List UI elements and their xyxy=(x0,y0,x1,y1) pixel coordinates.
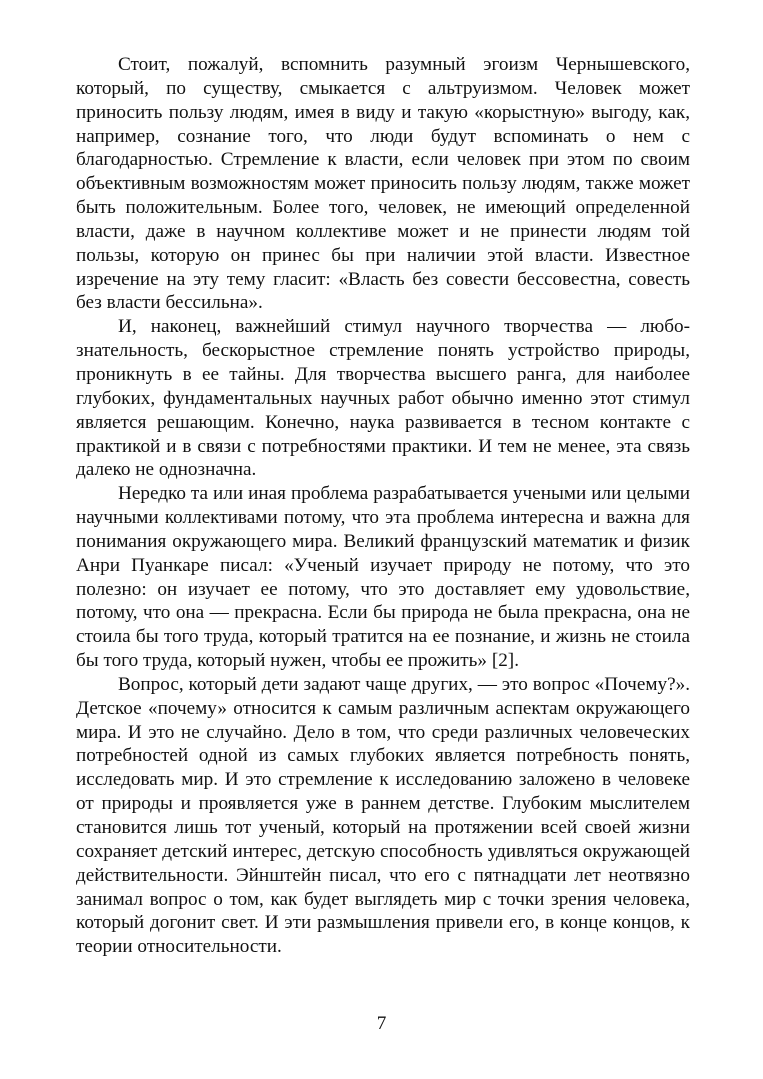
page-number: 7 xyxy=(376,1013,387,1034)
paragraph-3: Нередко та или иная проблема разрабатывается учеными или целыми научными коллективами потому, что эта проблема интересна и важна для понимания окружающего мира. Великий французский математик и физик Анри Пуанкаре писал: «Ученый изучает природу не потому, что это полезно: он изучает ее потому, что это доставляет ему удовольствие, потому, что она — прекрасна. Если бы природа не была прекрасна, она не стоила бы того труда, который тратится на ее познание, и жизнь не стоила бы того труда, который нужен, чтобы ее прожить» [2]. xyxy=(76,483,690,672)
body-text xyxy=(76,53,690,959)
paragraph-2: И, наконец, важнейший стимул научного творчества — любознательность, бескорыстное стремление понять устройство природы, проникнуть в ее тайны. Для творчества высшего ранга, для наиболее глубоких, фундаментальных научных работ обычно именно этот стимул является решающим. Конечно, наука развивается в тесном контакте с практикой и в связи с потребностями практики. И тем не менее, эта связь далеко не однозначна. xyxy=(76,316,690,481)
paragraph-1: Стоит, пожалуй, вспомнить разумный эгоизм Чернышевского, который, по существу, смыкается с альтруизмом. Человек может приносить пользу людям, имея в виду и такую «корыстную» выгоду, как, например, сознание того, что люди будут вспоминать о нем с благодарностью. Стремление к власти, если человек при этом по своим объективным возможностям может приносить пользу людям, также может быть положительным. Более того, человек, не имеющий определенной власти, даже в научном коллективе может и не принести людям той пользы, которую он принес бы при наличии этой власти. Известное изречение на эту тему гласит: «Власть без совести бессовестна, совесть без власти бессильна». xyxy=(76,54,690,314)
paragraph-4: Вопрос, который дети задают чаще других, — это вопрос «Почему?». Детское «почему» относится к самым различным аспектам окружающего мира. И это не случайно. Дело в том, что среди различных человеческих потребностей одной из самых глубоких является потребность понять, исследовать мир. И это стремление к исследованию заложено в человеке от природы и проявляется уже в раннем детстве. Глубоким мыслителем становится лишь тот ученый, который на протяжении всей своей жизни сохраняет детский интерес, детскую способность удивляться окружающей действительности. Эйнштейн писал, что его с пятнадцати лет неотвязно занимал вопрос о том, как будет выглядеть мир с точки зрения человека, который догонит свет. И эти размышления привели его, в конце концов, к теории относительности. xyxy=(76,673,690,958)
